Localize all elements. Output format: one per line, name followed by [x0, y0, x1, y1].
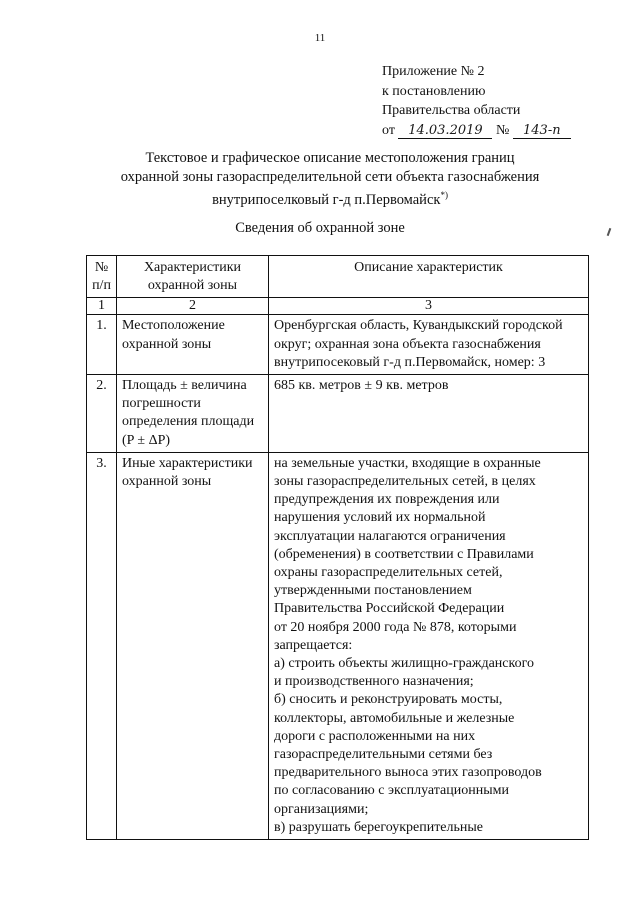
number-label: № — [495, 122, 510, 138]
header-description: Описание характеристик — [269, 256, 589, 298]
description-line: эксплуатации налагаются ограничения — [274, 528, 506, 544]
appendix-line-2: к постановлению — [382, 83, 486, 99]
row-number: 1. — [87, 315, 117, 375]
header-num: № п/п — [87, 256, 117, 298]
row-characteristic: Местоположение охранной зоны — [117, 315, 269, 375]
handwritten-date: 14.03.2019 — [398, 123, 492, 139]
appendix-block — [382, 62, 571, 140]
row-description: Оренбургская область, Кувандыкский городской округ; охранная зона объекта газоснабжения внутрипосековый г-д п.Первомайск, номер: 3 — [269, 315, 589, 375]
description-line: на земельные участки, входящие в охранные — [274, 455, 541, 471]
footnote-mark: *) — [440, 190, 448, 200]
table-header-row — [87, 256, 589, 298]
description-line: и производственного назначения; — [274, 674, 474, 690]
column-number-row — [87, 298, 589, 315]
description-line: а) строить объекты жилищно-гражданского — [274, 656, 534, 672]
description-line: нарушения условий их нормальной — [274, 510, 486, 526]
description-line: от 20 ноября 2000 года № 878, которыми — [274, 619, 517, 635]
description-line: в) разрушать берегоукрепительные — [274, 819, 484, 835]
description-line: Правительства Российской Федерации — [274, 601, 505, 617]
title-line-2: охранной зоны газораспределительной сети объекта газоснабжения — [120, 168, 540, 185]
appendix-date-line — [382, 121, 571, 141]
table-row — [87, 315, 589, 375]
row-description — [269, 452, 589, 839]
appendix-line-3: Правительства области — [382, 103, 521, 118]
header-characteristics: Характеристики охранной зоны — [117, 256, 269, 298]
row-characteristic: Иные характеристики охранной зоны — [117, 452, 269, 839]
handwritten-number: 143-п — [513, 123, 571, 139]
description-line: охраны газораспределительных сетей, — [274, 565, 503, 581]
row-description: 685 кв. метров ± 9 кв. метров — [269, 375, 589, 453]
column-number: 2 — [117, 298, 269, 315]
page-number: 11 — [314, 32, 326, 44]
column-number: 1 — [87, 298, 117, 315]
description-line: организациями; — [274, 801, 369, 817]
table-row — [87, 375, 589, 453]
description-line: запрещается: — [274, 637, 353, 653]
row-number: 2. — [87, 375, 117, 453]
row-number: 3. — [87, 452, 117, 839]
section-subtitle: Сведения об охранной зоне — [235, 220, 405, 236]
description-line: коллекторы, автомобильные и железные — [274, 710, 515, 726]
column-number: 3 — [269, 298, 589, 315]
description-line: утвержденными постановлением — [274, 583, 472, 599]
title-line-1: Текстовое и графическое описание местоположения границ — [145, 150, 515, 166]
appendix-line-1: Приложение № 2 — [382, 64, 485, 79]
description-line: зоны газораспределительных сетей, в целях — [274, 474, 536, 490]
document-title — [80, 149, 580, 209]
title-line-3: внутрипоселковый г-д п.Первомайск*) — [212, 190, 448, 208]
description-line: предупреждения их повреждения или — [274, 492, 500, 508]
description-line: газораспределительными сетями без — [274, 747, 493, 763]
description-line: предварительного выноса этих газопроводов — [274, 765, 542, 781]
row-characteristic: Площадь ± величина погрешности определения площади (P ± ΔP) — [117, 375, 269, 453]
table-row — [87, 452, 589, 839]
zone-info-table — [86, 255, 589, 840]
description-line: (обременения) в соответствии с Правилами — [274, 546, 534, 562]
description-line: по согласованию с эксплуатационными — [274, 783, 509, 799]
from-label: от — [382, 122, 395, 138]
description-line: дороги с расположенными на них — [274, 728, 476, 744]
description-line: б) сносить и реконструировать мосты, — [274, 692, 503, 708]
